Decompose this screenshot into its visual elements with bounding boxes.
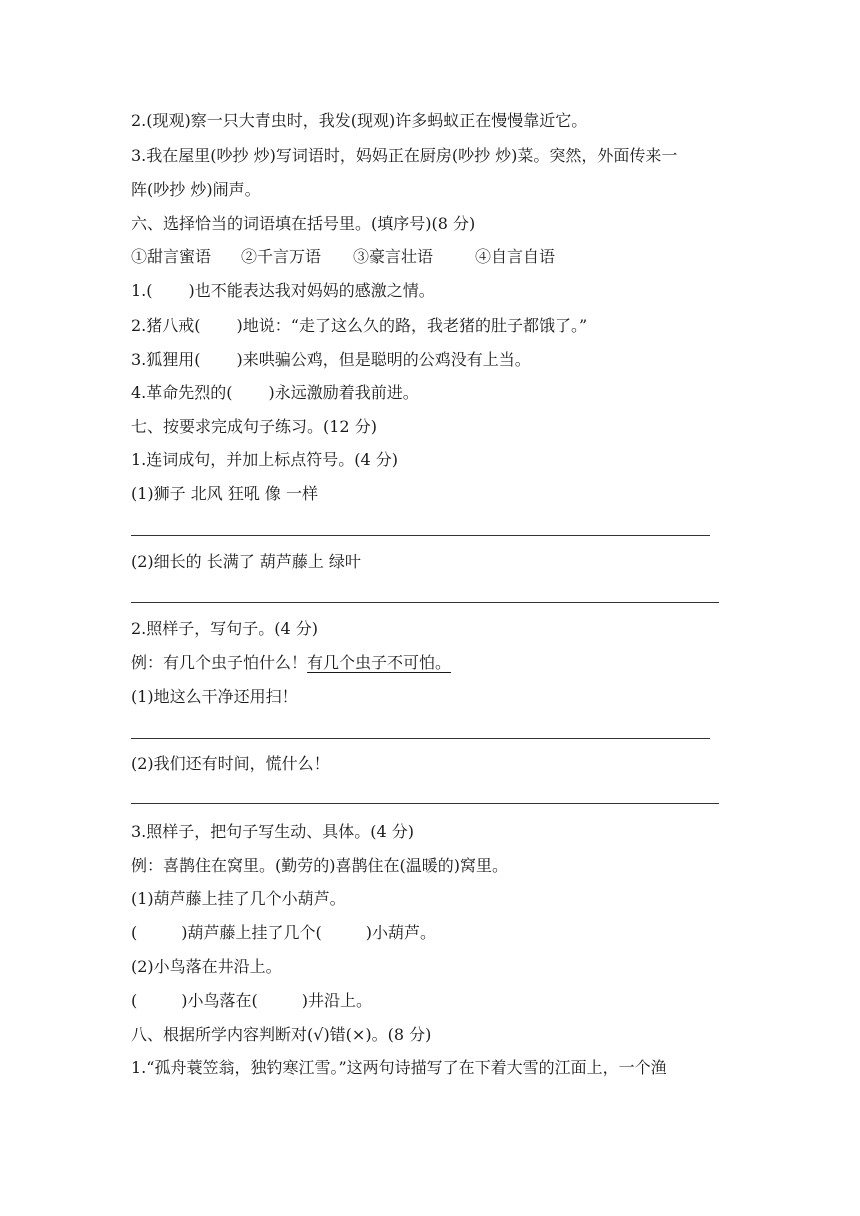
s6-question-1: 1.( )也不能表达我对妈妈的感激之情。 (131, 281, 435, 300)
section-7-title: 七、按要求完成句子练习。(12 分) (131, 417, 377, 436)
s7-part-1-item-1: (1)狮子 北风 狂吼 像 一样 (131, 484, 319, 503)
s6-question-4: 4.革命先烈的( )永远激励着我前进。 (131, 383, 419, 402)
answer-line[interactable] (131, 602, 719, 603)
option-3: ③豪言壮语 (353, 247, 434, 266)
s5-question-2: 2.(现观)察一只大青虫时，我发(现观)许多蚂蚁正在慢慢靠近它。 (131, 111, 588, 130)
s6-question-3: 3.狐狸用( )来哄骗公鸡，但是聪明的公鸡没有上当。 (131, 350, 531, 369)
s5-question-3-line-1: 3.我在屋里(吵抄 炒)写词语时，妈妈正在厨房(吵抄 炒)菜。突然，外面传来一 (131, 146, 678, 165)
s7-part-3-item-1-fill: ( )葫芦藤上挂了几个( )小葫芦。 (131, 923, 436, 942)
answer-line[interactable] (131, 738, 710, 739)
s7-part-1-title: 1.连词成句，并加上标点符号。(4 分) (131, 450, 399, 469)
s7-part-3-item-1: (1)葫芦藤上挂了几个小葫芦。 (131, 889, 346, 908)
s7-part-2-title: 2.照样子，写句子。(4 分) (131, 619, 319, 638)
s7-part-3-item-2: (2)小鸟落在井沿上。 (131, 957, 282, 976)
answer-line[interactable] (131, 535, 710, 536)
s7-part-2-item-1: (1)地这么干净还用扫！ (131, 687, 298, 706)
s7-part-3-example: 例：喜鹊住在窝里。(勤劳的)喜鹊住在(温暖的)窝里。 (131, 856, 508, 875)
s7-part-3-title: 3.照样子，把句子写生动、具体。(4 分) (131, 822, 415, 841)
s7-part-2-example: 例：有几个虫子怕什么！有几个虫子不可怕。 (131, 653, 452, 672)
answer-line[interactable] (131, 803, 719, 804)
option-4: ④自言自语 (475, 247, 556, 266)
section-6-title: 六、选择恰当的词语填在括号里。(填序号)(8 分) (131, 214, 476, 233)
s7-part-1-item-2: (2)细长的 长满了 葫芦藤上 绿叶 (131, 552, 361, 571)
option-2: ②千言万语 (241, 247, 322, 266)
s6-question-2: 2.猪八戒( )地说：“走了这么久的路，我老猪的肚子都饿了。” (131, 316, 588, 335)
s8-question-1: 1.“孤舟蓑笠翁，独钓寒江雪。”这两句诗描写了在下着大雪的江面上，一个渔 (131, 1058, 667, 1077)
s5-question-3-line-2: 阵(吵抄 炒)闹声。 (131, 180, 261, 199)
s7-part-2-item-2: (2)我们还有时间，慌什么！ (131, 754, 330, 773)
s7-part-3-item-2-fill: ( )小鸟落在( )井沿上。 (131, 991, 372, 1010)
section-8-title: 八、根据所学内容判断对(√)错(×)。(8 分) (131, 1025, 432, 1044)
example-answer: 有几个虫子不可怕。 (307, 653, 452, 672)
option-1: ①甜言蜜语 (131, 247, 212, 266)
word-options (131, 246, 555, 268)
